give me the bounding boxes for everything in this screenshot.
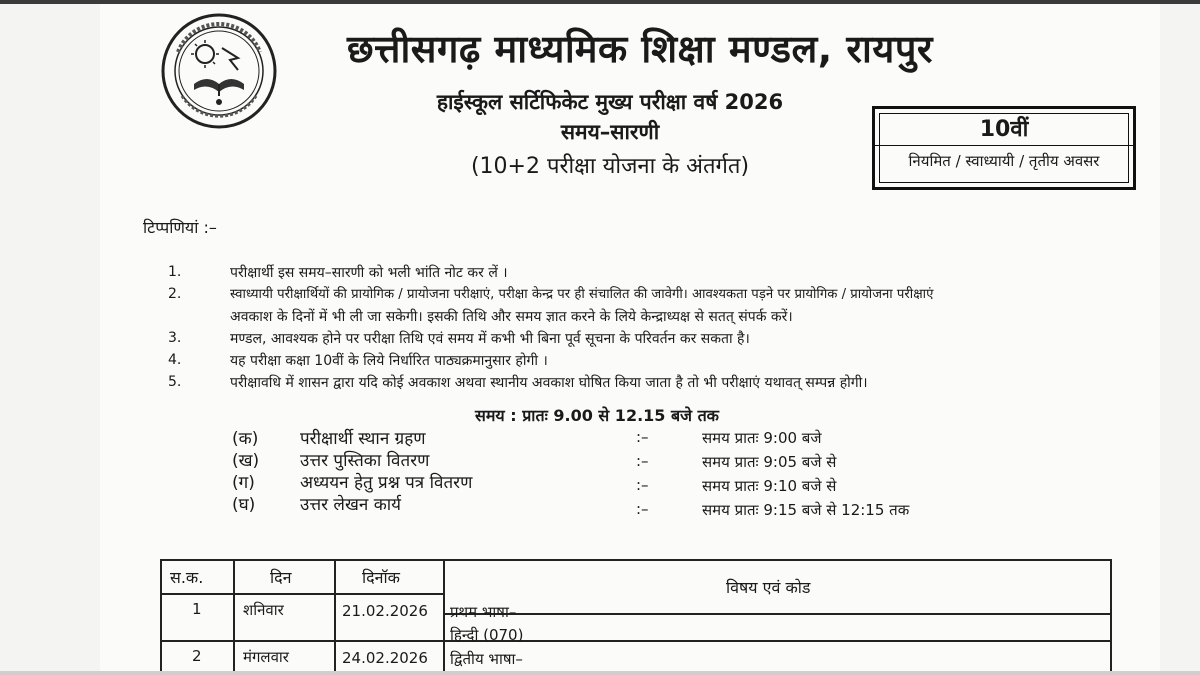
note-number: 3. — [168, 330, 182, 346]
schedule-activity: अध्ययन हेतु प्रश्न पत्र वितरण — [300, 473, 473, 493]
header-sno: स.क. — [170, 568, 204, 587]
table-rule — [160, 559, 1112, 561]
note-text-continued: अवकाश के दिनों में भी ली जा सकेगी। इसकी तिथि और समय ज्ञात करने के लिये केन्द्राध्यक्ष से सतत् संपर्क करें। — [230, 309, 793, 325]
schedule-activity: उत्तर लेखन कार्य — [300, 495, 402, 515]
exam-timing-heading: समय : प्रातः 9.00 से 12.15 बजे तक — [475, 406, 719, 425]
table-rule — [160, 559, 162, 671]
note-number: 1. — [168, 264, 182, 280]
schedule-time: समय प्रातः 9:05 बजे से — [702, 453, 837, 471]
schedule-time: समय प्रातः 9:00 बजे — [702, 429, 822, 447]
class-box — [872, 106, 1136, 190]
timetable-label: समय–सारणी — [560, 120, 660, 144]
table-rule — [334, 559, 336, 671]
note-text: यह परीक्षा कक्षा 10वीं के लिये निर्धारित पाठ्यक्रमानुसार होगी । — [230, 353, 548, 369]
class-label: 10वीं — [979, 117, 1029, 142]
board-seal-icon — [160, 12, 278, 130]
row-sno: 1 — [192, 600, 202, 618]
schedule-activity: उत्तर पुस्तिका वितरण — [300, 451, 430, 471]
row-date: 24.02.2026 — [342, 649, 428, 667]
note-text: परीक्षावधि में शासन द्वारा यदि कोई अवकाश अथवा स्थानीय अवकाश घोषित किया जाता है तो भी परीक्षाएं यथावत् सम्पन्न होगी। — [230, 375, 868, 391]
note-number: 5. — [168, 374, 182, 390]
table-rule — [233, 559, 235, 671]
candidate-category: नियमित / स्वाध्यायी / तृतीय अवसर — [908, 152, 1100, 170]
row-subject: द्वितीय भाषा– — [450, 650, 523, 668]
schedule-separator: :– — [636, 452, 649, 470]
schedule-time: समय प्रातः 9:10 बजे से — [702, 477, 837, 495]
exam-title: हाईस्कूल सर्टिफिकेट मुख्य परीक्षा वर्ष 2026 — [436, 90, 784, 114]
row-subject-code: हिन्दी (070) — [450, 626, 524, 644]
row-day: शनिवार — [243, 601, 284, 619]
schedule-letter: (घ) — [232, 495, 256, 515]
notes-heading: टिप्पणियां :– — [143, 218, 217, 237]
table-rule — [443, 613, 1112, 615]
exam-scheme: (10+2 परीक्षा योजना के अंतर्गत) — [470, 154, 750, 179]
note-text: मण्डल, आवश्यक होने पर परीक्षा तिथि एवं समय में कभी भी बिना पूर्व सूचना के परिवर्तन कर सकता है। — [230, 331, 750, 347]
table-rule — [443, 559, 445, 671]
schedule-separator: :– — [636, 476, 649, 494]
schedule-letter: (ख) — [232, 451, 260, 471]
header-subject: विषय एवं कोड — [726, 578, 811, 597]
schedule-activity: परीक्षार्थी स्थान ग्रहण — [300, 429, 426, 449]
schedule-time: समय प्रातः 9:15 बजे से 12:15 तक — [702, 501, 910, 519]
note-number: 4. — [168, 352, 182, 368]
row-sno: 2 — [192, 647, 202, 665]
board-name: छत्तीसगढ़ माध्यमिक शिक्षा मण्डल, रायपुर — [347, 27, 933, 71]
note-text: परीक्षार्थी इस समय–सारणी को भली भांति नोट कर लें । — [230, 265, 508, 281]
row-date: 21.02.2026 — [342, 602, 428, 620]
schedule-separator: :– — [636, 428, 649, 446]
row-day: मंगलवार — [243, 648, 289, 666]
schedule-letter: (क) — [232, 429, 259, 449]
row-subject: प्रथम भाषा– — [450, 603, 517, 621]
table-rule — [160, 593, 443, 595]
schedule-letter: (ग) — [232, 473, 255, 493]
header-day: दिन — [270, 568, 292, 587]
window-bottom-edge — [0, 671, 1200, 675]
schedule-separator: :– — [636, 500, 649, 518]
class-box-divider — [875, 145, 1133, 146]
table-rule — [1110, 559, 1112, 671]
note-number: 2. — [168, 286, 182, 302]
header-date: दिनॉक — [362, 568, 400, 587]
note-text: स्वाध्यायी परीक्षार्थियों की प्रायोगिक / प्रायोजना परीक्षाएं, परीक्षा केन्द्र पर ही संचालित की जावेगी। आवश्यकता पड़ने पर प्रायोगिक / प्रायोजना परीक्षाएं — [230, 287, 934, 302]
table-rule — [160, 640, 1112, 642]
